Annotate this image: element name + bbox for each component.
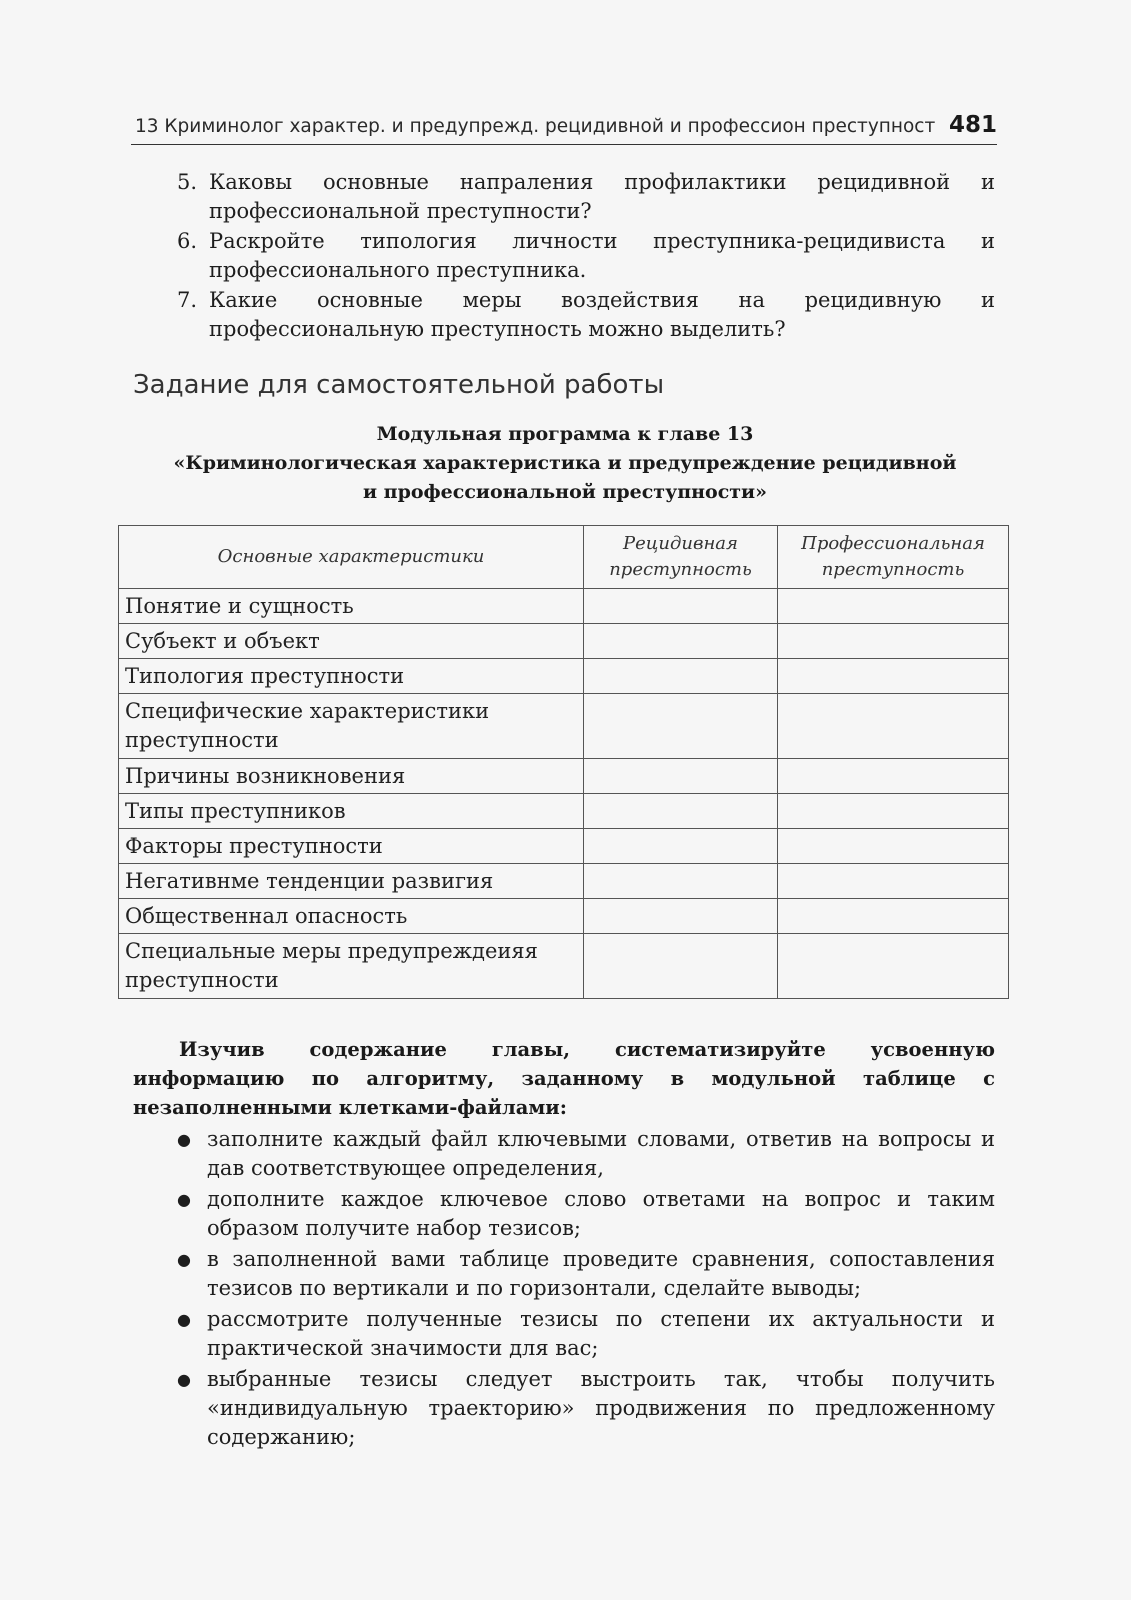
empty-cell (584, 794, 778, 829)
question-text: Какие основные меры воздействия на рецидивную и профессиональную преступность можно выделить? (209, 288, 995, 341)
row-label: Факторы преступности (119, 829, 584, 864)
empty-cell (778, 899, 1009, 934)
section-title: Задание для самостоятельной работы (133, 370, 665, 400)
column-header-characteristics: Основные характеристики (119, 526, 584, 589)
row-label: Субъект и объект (119, 624, 584, 659)
row-label: Типы преступников (119, 794, 584, 829)
bullet-icon: ● (177, 1370, 191, 1389)
empty-cell (584, 589, 778, 624)
table-row (119, 589, 1009, 624)
empty-cell (584, 934, 778, 999)
row-label: Общественнал опасность (119, 899, 584, 934)
question-item (177, 227, 995, 285)
table-row (119, 759, 1009, 794)
empty-cell (778, 794, 1009, 829)
empty-cell (778, 624, 1009, 659)
list-item (177, 1125, 995, 1183)
bullet-icon: ● (177, 1310, 191, 1329)
row-label: Специфические характеристики преступности (119, 694, 584, 759)
empty-cell (584, 864, 778, 899)
table-row (119, 794, 1009, 829)
question-text: Каковы основные напраления профилактики рецидивной и профессиональной преступности? (209, 170, 995, 223)
table-row (119, 694, 1009, 759)
question-text: Раскройте типология личности преступника-рецидивиста и профессионального преступника. (209, 229, 995, 282)
empty-cell (584, 759, 778, 794)
bullet-icon: ● (177, 1130, 191, 1149)
empty-cell (778, 864, 1009, 899)
empty-cell (584, 624, 778, 659)
instruction-paragraph: Изучив содержание главы, систематизируйте усвоенную информацию по алгоритму, заданному в модульной таблице с незаполненными клетками-файлами: (133, 1038, 995, 1119)
table-header-row (119, 526, 1009, 589)
bullet-icon: ● (177, 1250, 191, 1269)
empty-cell (778, 829, 1009, 864)
page-number: 481 (948, 112, 997, 138)
caption-line-1: Модульная программа к главе 13 (376, 423, 754, 445)
empty-cell (584, 899, 778, 934)
list-item-text: заполните каждый файл ключевыми словами, ответив на вопросы и дав соответствующее определения, (207, 1127, 995, 1180)
empty-cell (778, 934, 1009, 999)
caption-line-3: и профессиональной преступности» (362, 481, 768, 503)
caption-line-2: «Криминологическая характеристика и предупреждение рецидивной (173, 452, 957, 474)
list-item (177, 1365, 995, 1452)
question-item (177, 286, 995, 344)
row-label: Понятие и сущность (119, 589, 584, 624)
table-row (119, 934, 1009, 999)
table-row (119, 864, 1009, 899)
list-item-text: выбранные тезисы следует выстроить так, чтобы получить «индивидуальную траекторию» продвижения по предложенному содержанию; (207, 1367, 995, 1449)
bullet-list (177, 1125, 995, 1454)
module-table (118, 525, 1009, 999)
empty-cell (778, 659, 1009, 694)
question-item (177, 168, 995, 226)
empty-cell (778, 759, 1009, 794)
column-header-recidivist: Рецидивная преступность (584, 526, 778, 589)
empty-cell (778, 694, 1009, 759)
running-header (131, 112, 997, 145)
list-item (177, 1185, 995, 1243)
row-label: Специальные меры предупреждеияя преступности (119, 934, 584, 999)
list-item-text: рассмотрите полученные тезисы по степени их актуальности и практической значимости для вас; (207, 1307, 995, 1360)
list-item (177, 1305, 995, 1363)
row-label: Негативнме тенденции развигия (119, 864, 584, 899)
table-row (119, 624, 1009, 659)
question-list (177, 168, 995, 345)
table-row (119, 829, 1009, 864)
list-item-text: в заполненной вами таблице проведите сравнения, сопоставления тезисов по вертикали и по горизонтали, сделайте выводы; (207, 1247, 995, 1300)
running-title: 13 Криминолог характер. и предупрежд. рецидивной и профессион преступност (135, 116, 936, 137)
empty-cell (584, 659, 778, 694)
question-number: 6. (177, 229, 198, 253)
table-caption (150, 420, 980, 507)
question-number: 7. (177, 288, 198, 312)
empty-cell (584, 694, 778, 759)
list-item-text: дополните каждое ключевое слово ответами на вопрос и таким образом получите набор тезисов; (207, 1187, 995, 1240)
empty-cell (778, 589, 1009, 624)
empty-cell (584, 829, 778, 864)
table-row (119, 899, 1009, 934)
question-number: 5. (177, 170, 198, 194)
list-item (177, 1245, 995, 1303)
row-label: Причины возникновения (119, 759, 584, 794)
bullet-icon: ● (177, 1190, 191, 1209)
table-row (119, 659, 1009, 694)
column-header-professional: Профессиональная преступность (778, 526, 1009, 589)
row-label: Типология преступности (119, 659, 584, 694)
